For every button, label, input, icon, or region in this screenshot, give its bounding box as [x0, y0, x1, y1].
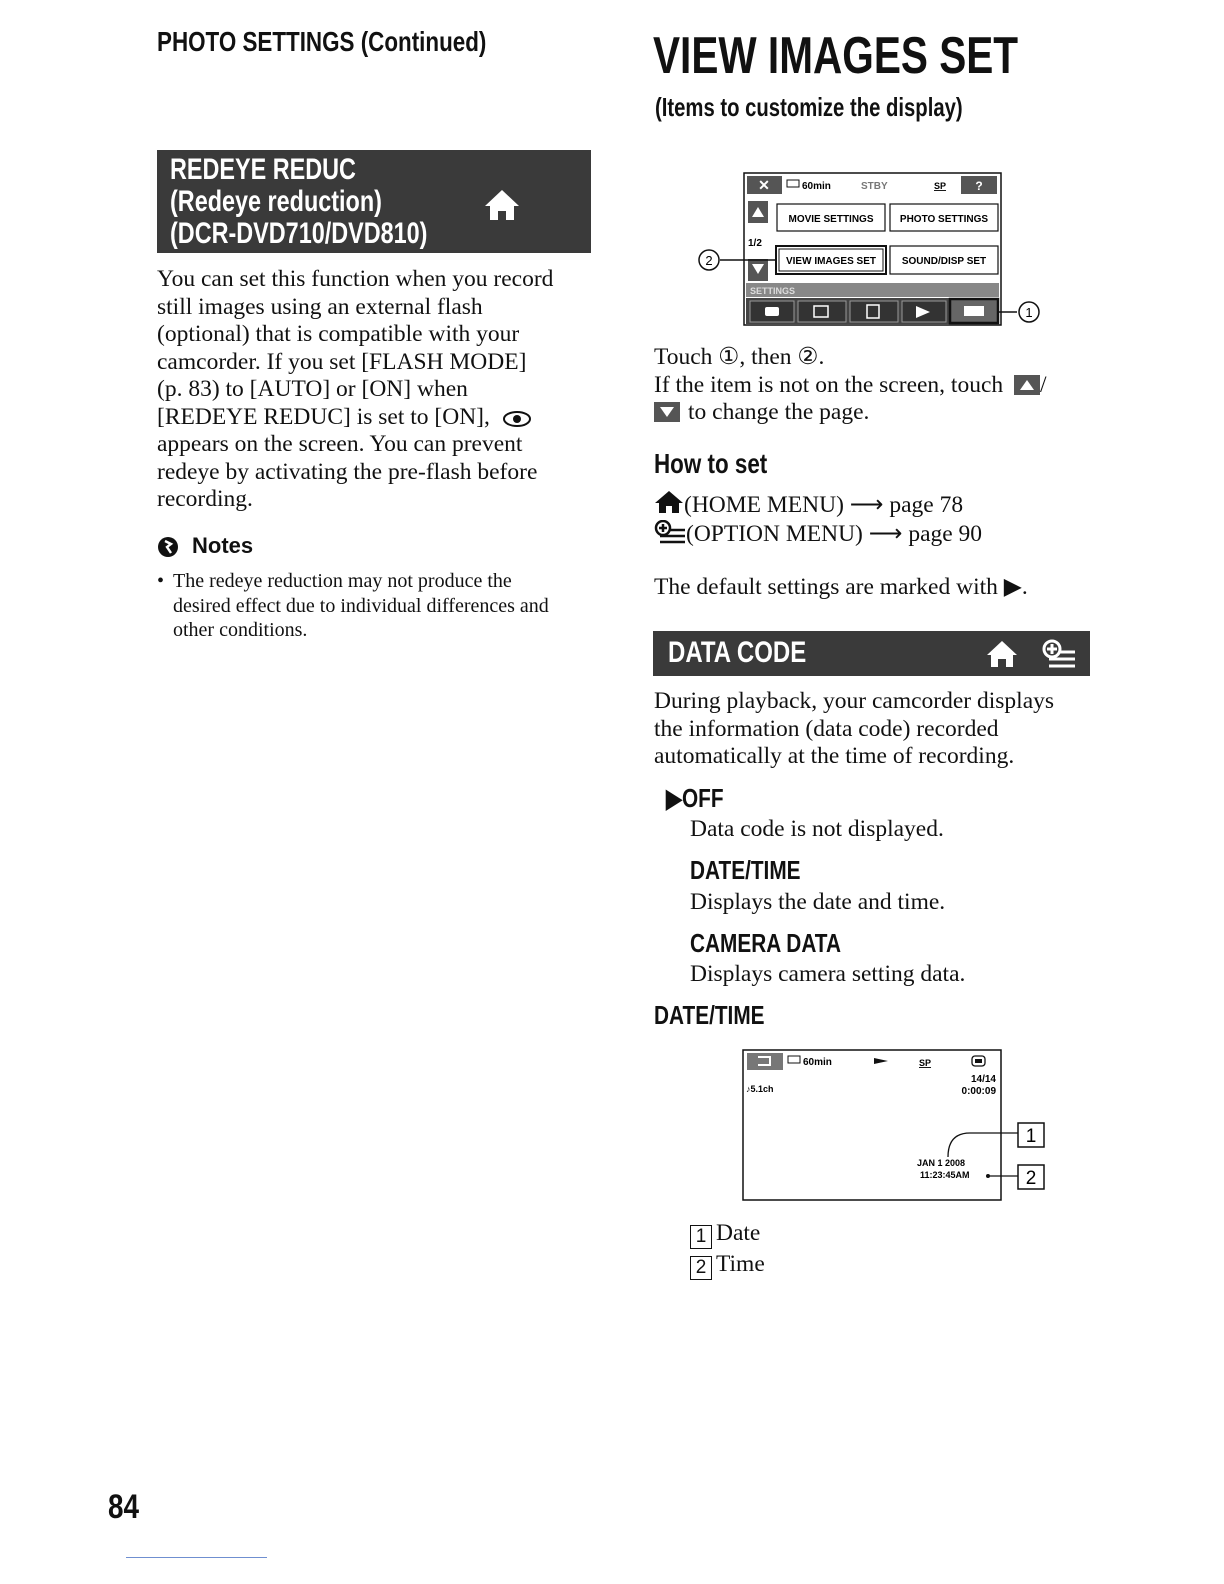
footer-rule: [126, 1557, 267, 1558]
status-indicator: STBY: [861, 181, 888, 192]
data-code-banner: [653, 631, 1090, 676]
svg-text:2: 2: [705, 253, 713, 268]
counter-display: 14/14: [970, 1074, 996, 1085]
callout-label-2: 2: [1025, 1168, 1037, 1189]
legend-number-box: 2: [690, 1256, 712, 1280]
svg-text:✕: ✕: [758, 177, 770, 193]
mode-indicator: SP: [919, 1058, 932, 1068]
how-to-set-list: [654, 490, 982, 548]
datetime-section-label: DATE/TIME: [654, 1000, 765, 1030]
para-line: (p. 83) to [AUTO] or [ON] when: [157, 376, 468, 402]
option-menu-line: [654, 520, 982, 549]
data-code-title: DATA CODE: [668, 636, 807, 669]
home-menu-line: [654, 490, 982, 520]
page-number: 84: [108, 1488, 140, 1526]
option-menu-icon: [654, 520, 686, 544]
note-item: [157, 569, 549, 643]
note-line: The redeye reduction may not produce the: [173, 570, 512, 592]
touch-line-3: [654, 399, 1084, 427]
home-menu-text: (HOME MENU) ⟶ page 78: [684, 492, 964, 518]
page-subtitle: (Items to customize the display): [655, 92, 963, 122]
para-line: You can set this function when you record: [157, 266, 554, 292]
time-display: 11:23:45AM: [920, 1170, 970, 1180]
para-line: [REDEYE REDUC] is set to [ON],: [157, 403, 490, 430]
para-line: automatically at the time of recording.: [654, 743, 1015, 769]
touch-instructions: [654, 344, 1084, 427]
time-code-display: 0:00:09: [961, 1086, 996, 1097]
option-datetime-desc: Displays the date and time.: [690, 889, 946, 915]
banner-line-3: (DCR-DVD710/DVD810): [170, 217, 428, 250]
banner-line-2: (Redeye reduction): [170, 185, 382, 218]
date-display: JAN 1 2008: [917, 1158, 966, 1168]
option-menu-icon: [1041, 639, 1077, 669]
battery-indicator: 60min: [802, 181, 831, 192]
legend-number-box: 1: [690, 1225, 712, 1249]
bullet: •: [157, 570, 165, 592]
para-line: still images using an external flash: [157, 293, 483, 320]
data-code-paragraph: [654, 688, 1054, 771]
touch-line-2: [654, 372, 1084, 400]
page-indicator: 1/2: [748, 238, 762, 249]
page-title: VIEW IMAGES SET: [653, 27, 1019, 85]
default-settings-note: The default settings are marked with ▶.: [654, 574, 1028, 600]
home-icon: [985, 639, 1019, 669]
touch-line-2-text: If the item is not on the screen, touch: [654, 371, 1004, 398]
home-icon: [483, 188, 521, 222]
svg-text:1: 1: [1025, 305, 1033, 320]
redeye-eye-icon: [502, 410, 532, 428]
movie-settings-label: MOVIE SETTINGS: [788, 214, 874, 225]
svg-text:?: ?: [975, 179, 983, 193]
option-camera-data-label: CAMERA DATA: [690, 928, 841, 958]
para-line: camcorder. If you set [FLASH MODE]: [157, 348, 527, 375]
redeye-paragraph: [157, 266, 597, 514]
page-down-icon[interactable]: [654, 402, 680, 422]
option-off-desc: Data code is not displayed.: [690, 816, 944, 842]
redeye-section-banner: [157, 150, 591, 253]
audio-indicator: ♪5.1ch: [746, 1084, 774, 1094]
notes-list: [157, 569, 549, 643]
note-line: other conditions.: [173, 619, 308, 641]
notes-title: Notes: [192, 533, 254, 558]
home-icon: [654, 490, 684, 514]
touch-line-1: Touch ①, then ②.: [654, 344, 825, 370]
banner-line-1: REDEYE REDUC: [170, 153, 356, 186]
legend-item-date: [690, 1218, 765, 1249]
para-line: the information (data code) recorded: [654, 715, 999, 742]
para-line: recording.: [157, 486, 253, 512]
mode-indicator: SP: [934, 181, 947, 191]
view-images-set-label: VIEW IMAGES SET: [785, 256, 877, 267]
touch-line-3-text: to change the page.: [688, 399, 870, 425]
para-line: appears on the screen. You can prevent: [157, 431, 523, 457]
running-header: PHOTO SETTINGS (Continued): [157, 26, 487, 57]
note-line: desired effect due to individual differences and: [173, 594, 549, 617]
page-up-icon[interactable]: [1014, 375, 1040, 395]
callout-label-1: 1: [1025, 1126, 1037, 1147]
para-line: During playback, your camcorder displays: [654, 688, 1055, 714]
option-off-label: ▶OFF: [666, 783, 724, 813]
option-datetime-label: DATE/TIME: [690, 855, 801, 885]
legend-text: Date: [716, 1220, 761, 1246]
legend-item-time: [690, 1249, 765, 1280]
battery-indicator: 60min: [803, 1057, 832, 1068]
settings-label: SETTINGS: [750, 286, 796, 296]
option-menu-text: (OPTION MENU) ⟶ page 90: [686, 520, 983, 547]
playback-screen-diagram: [740, 1047, 1050, 1207]
settings-screen-diagram: [690, 168, 1060, 330]
slash: /: [1040, 371, 1047, 398]
para-line-with-icon: [157, 404, 597, 432]
notes-icon: [157, 536, 179, 558]
how-to-set-title: How to set: [654, 448, 768, 479]
option-camera-data-desc: Displays camera setting data.: [690, 961, 966, 987]
diagram-legend: [690, 1218, 765, 1280]
para-line: redeye by activating the pre-flash before: [157, 458, 538, 485]
sound-disp-set-label: SOUND/DISP SET: [901, 256, 987, 267]
legend-text: Time: [716, 1251, 765, 1277]
photo-settings-label: PHOTO SETTINGS: [899, 214, 989, 225]
para-line: (optional) that is compatible with your: [157, 321, 520, 347]
